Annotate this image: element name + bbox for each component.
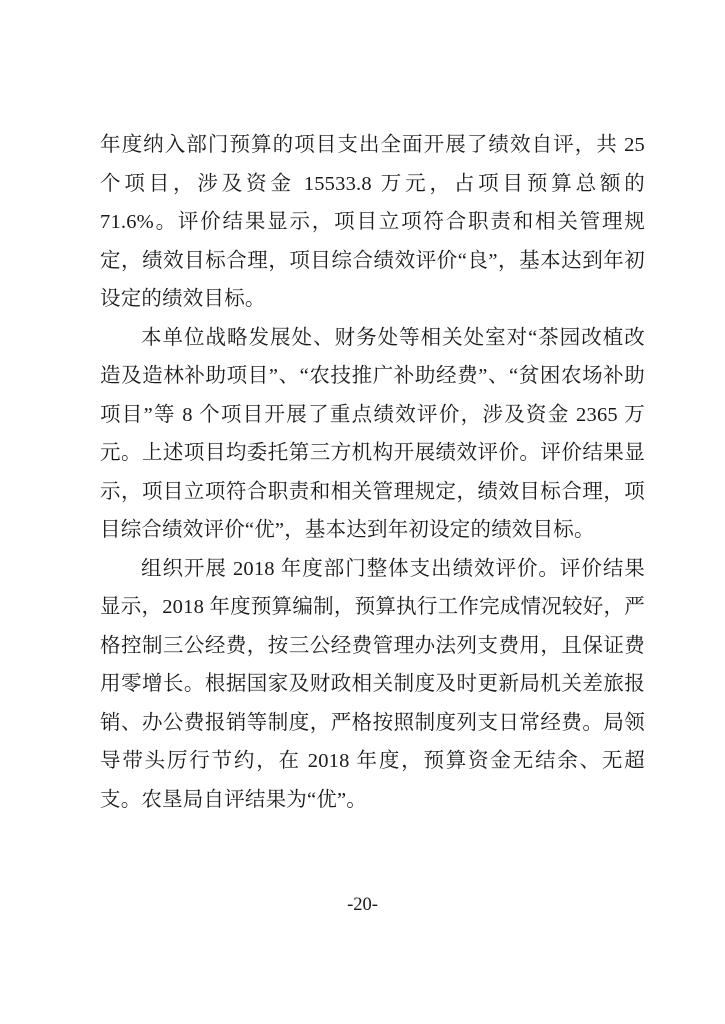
paragraph-3: 组织开展 2018 年度部门整体支出绩效评价。评价结果显示，2018 年度预算编制，预算执行工作完成情况较好，严格控制三公经费，按三公经费管理办法列支费用，且保证费用零增长。根据国家及财政相关制度及时更新局机关差旅报销、办公费报销等制度，严格按照制度列支日常经费。局领导带头厉行节约，在 2018 年度，预算资金无结余、无超支。农垦局自评结果为“优”。 [100,557,645,811]
page-number: -20- [347,895,378,915]
paragraph-2: 本单位战略发展处、财务处等相关处室对“茶园改植改造及造林补助项目”、“农技推广补助经费”、“贫困农场补助项目”等 8 个项目开展了重点绩效评价，涉及资金 2365 万元。上述项目均委托第三方机构开展绩效评价。评价结果显示，项目立项符合职责和相关管理规定，绩效目标合理，项目综合绩效评价“优”，基本达到年初设定的绩效目标。 [100,326,645,541]
paragraph-1: 年度纳入部门预算的项目支出全面开展了绩效自评，共 25 个项目，涉及资金 15533.8 万元，占项目预算总额的 71.6%。评价结果显示，项目立项符合职责和相关管理规定，绩效目标合理，项目综合绩效评价“良”，基本达到年初设定的绩效目标。 [100,134,645,310]
page-body [100,126,645,819]
